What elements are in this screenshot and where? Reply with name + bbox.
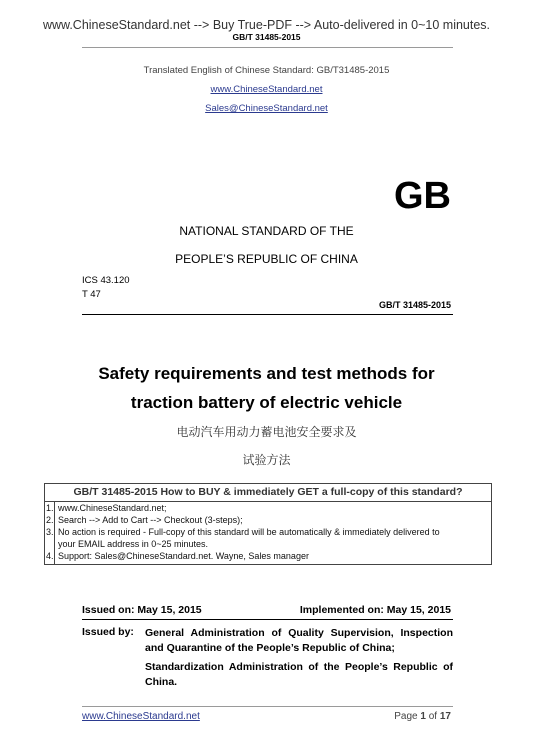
list-item-text[interactable]: www.ChineseStandard.net; [58,503,167,513]
purchase-box-number-column-line [54,501,55,564]
page-indicator [394,711,451,722]
title-line1: Safety requirements and test methods for [98,364,435,383]
gb-logo: GB [394,175,451,217]
list-item-number: 4. [46,551,54,561]
page-prefix: Page [394,711,418,722]
footer-divider [82,706,453,707]
page-of: of [428,711,438,722]
page-total: 17 [439,711,451,722]
issuing-organization-2: Standardization Administration of the People’s Republic of China. [145,661,453,688]
t-code: T 47 [82,289,101,300]
purchase-box-divider [45,501,491,502]
ics-code: ICS 43.120 [82,275,130,286]
standard-code-divider [82,314,453,315]
website-link[interactable]: www.ChineseStandard.net [210,84,323,95]
national-standard-line1: NATIONAL STANDARD OF THE [179,224,354,238]
issuing-organization-1: General Administration of Quality Supervision, Inspection and Quarantine of the People’s Republic of China; [145,627,453,654]
list-item-text: No action is required - Full-copy of this standard will be automatically & immediately delivered to [58,527,440,537]
header-divider [82,47,453,48]
list-item-number: 2. [46,515,54,525]
list-item-number: 3. [46,527,54,537]
title-line2: traction battery of electric vehicle [130,393,403,412]
chinese-title-line1: 电动汽车用动力蓄电池安全要求及 [176,425,357,439]
list-item-number: 1. [46,503,54,513]
footer-website-link[interactable]: www.ChineseStandard.net [82,711,200,722]
purchase-info-box [44,483,492,565]
list-item-text: your EMAIL address in 0~25 minutes. [58,539,208,549]
page-current: 1 [420,711,426,722]
issued-on-date: Issued on: May 15, 2015 [82,604,202,616]
purchase-box-heading: GB/T 31485-2015 How to BUY & immediately GET a full-copy of this standard? [73,486,463,498]
issued-by-label: Issued by: [82,626,134,638]
list-item-text: Search --> Add to Cart --> Checkout (3-steps); [58,515,243,525]
implemented-on-date: Implemented on: May 15, 2015 [299,604,451,616]
top-banner[interactable]: www.ChineseStandard.net --> Buy True-PDF --> Auto-delivered in 0~10 minutes. [42,18,491,32]
chinese-title-line2: 试验方法 [242,453,291,467]
header-standard-code: GB/T 31485-2015 [232,32,301,42]
dates-divider [82,619,453,620]
translation-note: Translated English of Chinese Standard: GB/T31485-2015 [143,65,390,76]
email-link[interactable]: Sales@ChineseStandard.net [205,103,328,114]
national-standard-line2: PEOPLE’S REPUBLIC OF CHINA [175,252,358,266]
standard-code: GB/T 31485-2015 [378,300,451,310]
list-item-text[interactable]: Support: Sales@ChineseStandard.net. Wayne, Sales manager [58,551,309,561]
